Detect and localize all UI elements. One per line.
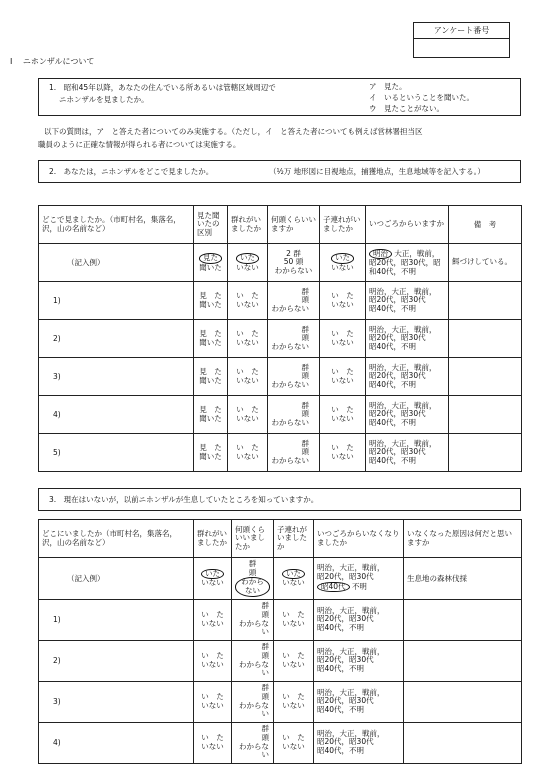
heads-unit: 頭 — [261, 609, 269, 619]
q3-text: 3. 現在はいないが，以前ニホンザルが生息していたところを知っていますか。 — [49, 495, 319, 504]
q2-young-choice[interactable] — [320, 396, 366, 434]
yes-option[interactable]: い た — [331, 328, 354, 338]
q3-young-choice[interactable] — [274, 681, 314, 722]
no-option[interactable]: いない — [282, 741, 305, 751]
q1-option-b[interactable]: イ いるということを聞いた。 — [369, 93, 474, 102]
q2-count-input[interactable] — [268, 282, 320, 320]
q2-young-choice[interactable] — [320, 282, 366, 320]
groups-unit: 群 — [261, 724, 269, 734]
q3-place-input[interactable] — [39, 599, 194, 640]
unknown-option[interactable]: わからない — [271, 379, 309, 389]
when-option-line2[interactable]: 昭20代，昭30代 — [317, 696, 374, 706]
when-option-line3[interactable]: 昭40代，不明 — [369, 455, 417, 465]
q3-when-choice[interactable] — [314, 722, 404, 763]
no-option[interactable]: いない — [282, 618, 305, 628]
unknown-option[interactable]: わからない — [239, 700, 269, 719]
groups-unit: 群 — [261, 683, 269, 693]
q2-example-row — [39, 244, 522, 282]
q2-young-choice[interactable] — [320, 358, 366, 396]
q2-example-when-1: 明治 — [369, 249, 392, 260]
q3-count-input[interactable] — [232, 722, 274, 763]
yes-option[interactable]: い た — [201, 691, 224, 701]
q1-text-line1: 1. 昭和45年以降，あなたの住んでいる所あるいは管轄区域周辺で — [49, 83, 276, 92]
q3-group-choice[interactable] — [194, 722, 232, 763]
when-option-line3[interactable]: 昭40代，不明 — [369, 341, 417, 351]
yes-option[interactable]: い た — [282, 650, 305, 660]
q3-example-groups: 群 — [248, 559, 257, 568]
section-number: I — [10, 57, 13, 66]
when-option-line3[interactable]: 昭40代，不明 — [369, 303, 417, 313]
row-number: 3) — [53, 371, 61, 381]
q2-header-row — [39, 206, 522, 244]
q2-example-count-unknown: わからない — [274, 265, 313, 275]
note-line2: 職員のように正確な情報が得られる者については実施する。 — [38, 140, 241, 149]
q2-count-input[interactable] — [268, 396, 320, 434]
q2-answer-row — [39, 434, 522, 472]
question-3-box — [38, 488, 521, 511]
when-option-line3[interactable]: 昭40代，不明 — [317, 704, 365, 714]
q2-example-label: （記入例） — [39, 244, 194, 282]
q2-example-young-no: いない — [331, 262, 354, 272]
unknown-option[interactable]: わからない — [271, 455, 309, 465]
q2-example-count-unit-b: 頭 — [295, 257, 304, 267]
q3-example-row — [39, 558, 522, 600]
row-number: 1) — [53, 614, 61, 624]
q2-header-remarks: 備 考 — [449, 206, 522, 244]
q2-example-when-2: 大正，戦前， — [394, 248, 440, 258]
q2-seen-choice[interactable] — [194, 396, 228, 434]
q2-answer-row — [39, 282, 522, 320]
yes-option[interactable]: い た — [331, 404, 354, 414]
q2-seen-choice[interactable] — [194, 282, 228, 320]
heads-unit: 頭 — [301, 333, 309, 343]
q2-answer-row — [39, 396, 522, 434]
when-option-line1[interactable]: 明治，大正，戦前， — [369, 362, 437, 372]
no-option[interactable]: いない — [282, 700, 305, 710]
heads-unit: 頭 — [301, 447, 309, 457]
q2-remarks-input[interactable] — [449, 320, 522, 358]
when-option-line1[interactable]: 明治，大正，戦前， — [317, 646, 385, 656]
question-1-box — [38, 78, 521, 116]
when-option-line1[interactable]: 明治，大正，戦前， — [317, 728, 385, 738]
no-option[interactable]: いない — [331, 375, 354, 385]
when-option-line2[interactable]: 昭20代，昭30代 — [369, 371, 426, 381]
yes-option[interactable]: い た — [331, 366, 354, 376]
q3-answer-row — [39, 640, 522, 681]
when-option-line2[interactable]: 昭20代，昭30代 — [317, 614, 374, 624]
section-title: ニホンザルについて — [22, 57, 95, 66]
q3-count-input[interactable] — [232, 681, 274, 722]
row-number: 1) — [53, 295, 61, 305]
q3-example-heads: 頭 — [248, 567, 257, 577]
q2-count-input[interactable] — [268, 320, 320, 358]
q2-example-group-no: いない — [236, 262, 259, 272]
q2-instruction: （½万 地形図に目視地点，捕獲地点，生息地域等を記入する。） — [269, 167, 485, 176]
q2-answer-row — [39, 358, 522, 396]
q2-answer-row — [39, 320, 522, 358]
when-option-line1[interactable]: 明治，大正，戦前， — [369, 438, 437, 448]
unknown-option[interactable]: わからない — [239, 659, 269, 678]
heads-unit: 頭 — [301, 409, 309, 419]
unknown-option[interactable]: わからない — [271, 417, 309, 427]
q2-header-place: どこで見ましたか。（市町村名，集落名，沢，山の名前など） — [39, 206, 194, 244]
q2-remarks-input[interactable] — [449, 358, 522, 396]
q2-young-choice[interactable] — [320, 434, 366, 472]
yes-option[interactable]: い た — [201, 732, 224, 742]
heads-unit: 頭 — [301, 295, 309, 305]
q3-count-input[interactable] — [232, 640, 274, 681]
q2-example-young-yes: いた — [331, 253, 354, 264]
when-option-line2[interactable]: 昭20代，昭30代 — [369, 295, 426, 305]
groups-unit: 群 — [261, 642, 269, 652]
q3-table — [38, 519, 522, 764]
survey-number-label: アンケート番号 — [413, 22, 510, 39]
question-2-box — [38, 160, 521, 183]
no-option[interactable]: いない — [201, 659, 224, 669]
when-option-line1[interactable]: 明治，大正，戦前， — [317, 687, 385, 697]
seen-option[interactable]: 見 た — [199, 366, 222, 376]
q3-group-choice[interactable] — [194, 681, 232, 722]
q2-group-choice[interactable] — [228, 396, 268, 434]
q2-example-count-b: 50 — [283, 257, 294, 267]
no-option[interactable]: いない — [331, 451, 354, 461]
q3-group-choice[interactable] — [194, 640, 232, 681]
heard-option[interactable]: 聞いた — [199, 413, 222, 423]
yes-option[interactable]: い た — [331, 442, 354, 452]
q3-reason-input[interactable] — [404, 640, 522, 681]
groups-unit: 群 — [301, 362, 309, 372]
heard-option[interactable]: 聞いた — [199, 375, 222, 385]
heads-unit: 頭 — [261, 650, 269, 660]
when-option-line2[interactable]: 昭20代，昭30代 — [369, 333, 426, 343]
q2-header-group: 群れがいましたか — [228, 206, 268, 244]
groups-unit: 群 — [301, 324, 309, 334]
q2-count-input[interactable] — [268, 358, 320, 396]
q3-example-young-yes: いた — [282, 569, 305, 580]
q3-answer-row — [39, 722, 522, 763]
q2-place-input[interactable] — [39, 282, 194, 320]
q2-place-input[interactable] — [39, 320, 194, 358]
q3-header-young: 子連れがいましたか — [274, 520, 314, 558]
q3-young-choice[interactable] — [274, 640, 314, 681]
row-number: 4) — [53, 409, 61, 419]
yes-option[interactable]: い た — [236, 366, 259, 376]
unknown-option[interactable]: わからない — [271, 341, 309, 351]
when-option-line1[interactable]: 明治，大正，戦前， — [317, 605, 385, 615]
q2-when-choice[interactable] — [366, 434, 449, 472]
row-number: 2) — [53, 333, 61, 343]
q3-when-choice[interactable] — [314, 681, 404, 722]
q3-young-choice[interactable] — [274, 599, 314, 640]
seen-option[interactable]: 見 た — [199, 290, 222, 300]
no-option[interactable]: いない — [236, 451, 259, 461]
row-number: 3) — [53, 696, 61, 706]
no-option[interactable]: いない — [236, 337, 259, 347]
no-option[interactable]: いない — [331, 299, 354, 309]
when-option-line3[interactable]: 昭40代，不明 — [317, 622, 365, 632]
unknown-option[interactable]: わからない — [271, 303, 309, 313]
q3-answer-row — [39, 599, 522, 640]
q2-header-young: 子連れがいましたか — [320, 206, 366, 244]
q2-header-when: いつごろからいますか — [366, 206, 449, 244]
row-number: 2) — [53, 655, 61, 665]
yes-option[interactable]: い た — [236, 328, 259, 338]
q2-when-choice[interactable] — [366, 282, 449, 320]
q2-example-heard: 聞いた — [199, 262, 222, 272]
q3-example-young-no: いない — [282, 578, 305, 588]
q3-young-choice[interactable] — [274, 722, 314, 763]
q3-when-choice[interactable] — [314, 640, 404, 681]
groups-unit: 群 — [301, 438, 309, 448]
when-option-line2[interactable]: 昭20代，昭30代 — [317, 655, 374, 665]
yes-option[interactable]: い た — [201, 609, 224, 619]
when-option-line3[interactable]: 昭40代，不明 — [317, 663, 365, 673]
survey-number-field[interactable] — [413, 38, 510, 58]
heads-unit: 頭 — [301, 371, 309, 381]
q2-example-seen: 見た — [199, 253, 222, 264]
q3-header-count: 何頭くらいいましたか — [232, 520, 274, 558]
q1-option-a[interactable]: ア 見た。 — [369, 82, 407, 91]
q2-place-input[interactable] — [39, 358, 194, 396]
note-line1: 以下の質問は，ア と答えた者についてのみ実施する。（ただし，イ と答えた者についても例えば営林署担当区 — [44, 127, 423, 136]
section-header — [10, 57, 94, 67]
when-option-line3[interactable]: 昭40代，不明 — [369, 379, 417, 389]
q3-place-input[interactable] — [39, 681, 194, 722]
q3-group-choice[interactable] — [194, 599, 232, 640]
q1-option-c[interactable]: ウ 見たことがない。 — [369, 104, 444, 113]
q2-example-when-3: 昭20代，昭30代，昭 — [369, 258, 441, 268]
seen-option[interactable]: 見 た — [199, 404, 222, 414]
q3-answer-row — [39, 681, 522, 722]
when-option-line1[interactable]: 明治，大正，戦前， — [369, 286, 437, 296]
q2-when-choice[interactable] — [366, 320, 449, 358]
q3-header-row — [39, 520, 522, 558]
q2-example-count-a: 2 — [286, 248, 291, 258]
q3-header-place: どこにいましたか（市町村名，集落名，沢，山の名前など） — [39, 520, 194, 558]
q3-place-input[interactable] — [39, 722, 194, 763]
q3-example-yes: いた — [201, 569, 224, 580]
q2-example-group-yes: いた — [236, 253, 259, 264]
q3-header-reason: いなくなった原因は何だと思いますか — [404, 520, 522, 558]
q2-group-choice[interactable] — [228, 282, 268, 320]
q2-remarks-input[interactable] — [449, 282, 522, 320]
heard-option[interactable]: 聞いた — [199, 299, 222, 309]
when-option-line2[interactable]: 昭20代，昭30代 — [369, 409, 426, 419]
heads-unit: 頭 — [261, 732, 269, 742]
seen-option[interactable]: 見 た — [199, 328, 222, 338]
q2-young-choice[interactable] — [320, 320, 366, 358]
heard-option[interactable]: 聞いた — [199, 337, 222, 347]
q2-group-choice[interactable] — [228, 320, 268, 358]
no-option[interactable]: いない — [282, 659, 305, 669]
seen-option[interactable]: 見 た — [199, 442, 222, 452]
groups-unit: 群 — [301, 286, 309, 296]
q2-group-choice[interactable] — [228, 434, 268, 472]
q3-reason-input[interactable] — [404, 722, 522, 763]
row-number: 5) — [53, 447, 61, 457]
q2-when-choice[interactable] — [366, 358, 449, 396]
q3-reason-input[interactable] — [404, 599, 522, 640]
q3-example-label: （記入例） — [39, 558, 194, 600]
q2-example-remarks: 餌づけしている。 — [449, 244, 522, 282]
q3-example-when-3: 昭40代 — [317, 582, 350, 593]
yes-option[interactable]: い た — [282, 609, 305, 619]
yes-option[interactable]: い た — [236, 404, 259, 414]
q2-example-when-4: 和40代，不明 — [369, 266, 417, 276]
q2-seen-choice[interactable] — [194, 320, 228, 358]
no-option[interactable]: いない — [331, 337, 354, 347]
unknown-option[interactable]: わからない — [239, 618, 269, 637]
q2-header-count: 何頭くらいいますか — [268, 206, 320, 244]
groups-unit: 群 — [261, 601, 269, 611]
q2-header-seen: 見た聞いたの区別 — [194, 206, 228, 244]
q3-example-no: いない — [201, 578, 224, 588]
q3-header-group: 群れがいましたか — [194, 520, 232, 558]
heard-option[interactable]: 聞いた — [199, 451, 222, 461]
q2-example-count-unit-a: 群 — [293, 248, 301, 258]
q2-place-input[interactable] — [39, 434, 194, 472]
q2-text: 2. あなたは，ニホンザルをどこで見ましたか。 — [49, 167, 214, 176]
no-option[interactable]: いない — [201, 741, 224, 751]
yes-option[interactable]: い た — [282, 691, 305, 701]
yes-option[interactable]: い た — [236, 442, 259, 452]
q3-when-choice[interactable] — [314, 599, 404, 640]
q2-remarks-input[interactable] — [449, 396, 522, 434]
when-option-line2[interactable]: 昭20代，昭30代 — [317, 737, 374, 747]
row-number: 4) — [53, 737, 61, 747]
q2-table — [38, 205, 522, 472]
when-option-line1[interactable]: 明治，大正，戦前， — [369, 324, 437, 334]
heads-unit: 頭 — [261, 691, 269, 701]
yes-option[interactable]: い た — [282, 732, 305, 742]
q3-example-unknown: わからない — [235, 577, 270, 596]
q3-example-when-1: 明治，大正，戦前， — [317, 563, 385, 573]
q2-seen-choice[interactable] — [194, 434, 228, 472]
when-option-line3[interactable]: 昭40代，不明 — [369, 417, 417, 427]
when-option-line2[interactable]: 昭20代，昭30代 — [369, 447, 426, 457]
yes-option[interactable]: い た — [201, 650, 224, 660]
yes-option[interactable]: い た — [331, 290, 354, 300]
q3-count-input[interactable] — [232, 599, 274, 640]
when-option-line1[interactable]: 明治，大正，戦前， — [369, 400, 437, 410]
q2-when-choice[interactable] — [366, 396, 449, 434]
no-option[interactable]: いない — [201, 618, 224, 628]
no-option[interactable]: いない — [236, 375, 259, 385]
q2-count-input[interactable] — [268, 434, 320, 472]
q2-remarks-input[interactable] — [449, 434, 522, 472]
q3-reason-input[interactable] — [404, 681, 522, 722]
no-option[interactable]: いない — [201, 700, 224, 710]
q3-example-when-2: 昭20代，昭30代 — [317, 571, 374, 581]
q2-seen-choice[interactable] — [194, 358, 228, 396]
q2-group-choice[interactable] — [228, 358, 268, 396]
q3-example-reason: 生息地の森林伐採 — [404, 558, 522, 600]
q3-example-when-4: 不明 — [351, 581, 367, 591]
q2-place-input[interactable] — [39, 396, 194, 434]
groups-unit: 群 — [301, 400, 309, 410]
no-option[interactable]: いない — [236, 413, 259, 423]
when-option-line3[interactable]: 昭40代，不明 — [317, 745, 365, 755]
no-option[interactable]: いない — [236, 299, 259, 309]
q3-header-when: いつごろからいなくなりましたか — [314, 520, 404, 558]
no-option[interactable]: いない — [331, 413, 354, 423]
q3-place-input[interactable] — [39, 640, 194, 681]
unknown-option[interactable]: わからない — [239, 741, 269, 760]
yes-option[interactable]: い た — [236, 290, 259, 300]
q1-text-line2: ニホンザルを見ましたか。 — [59, 95, 149, 104]
